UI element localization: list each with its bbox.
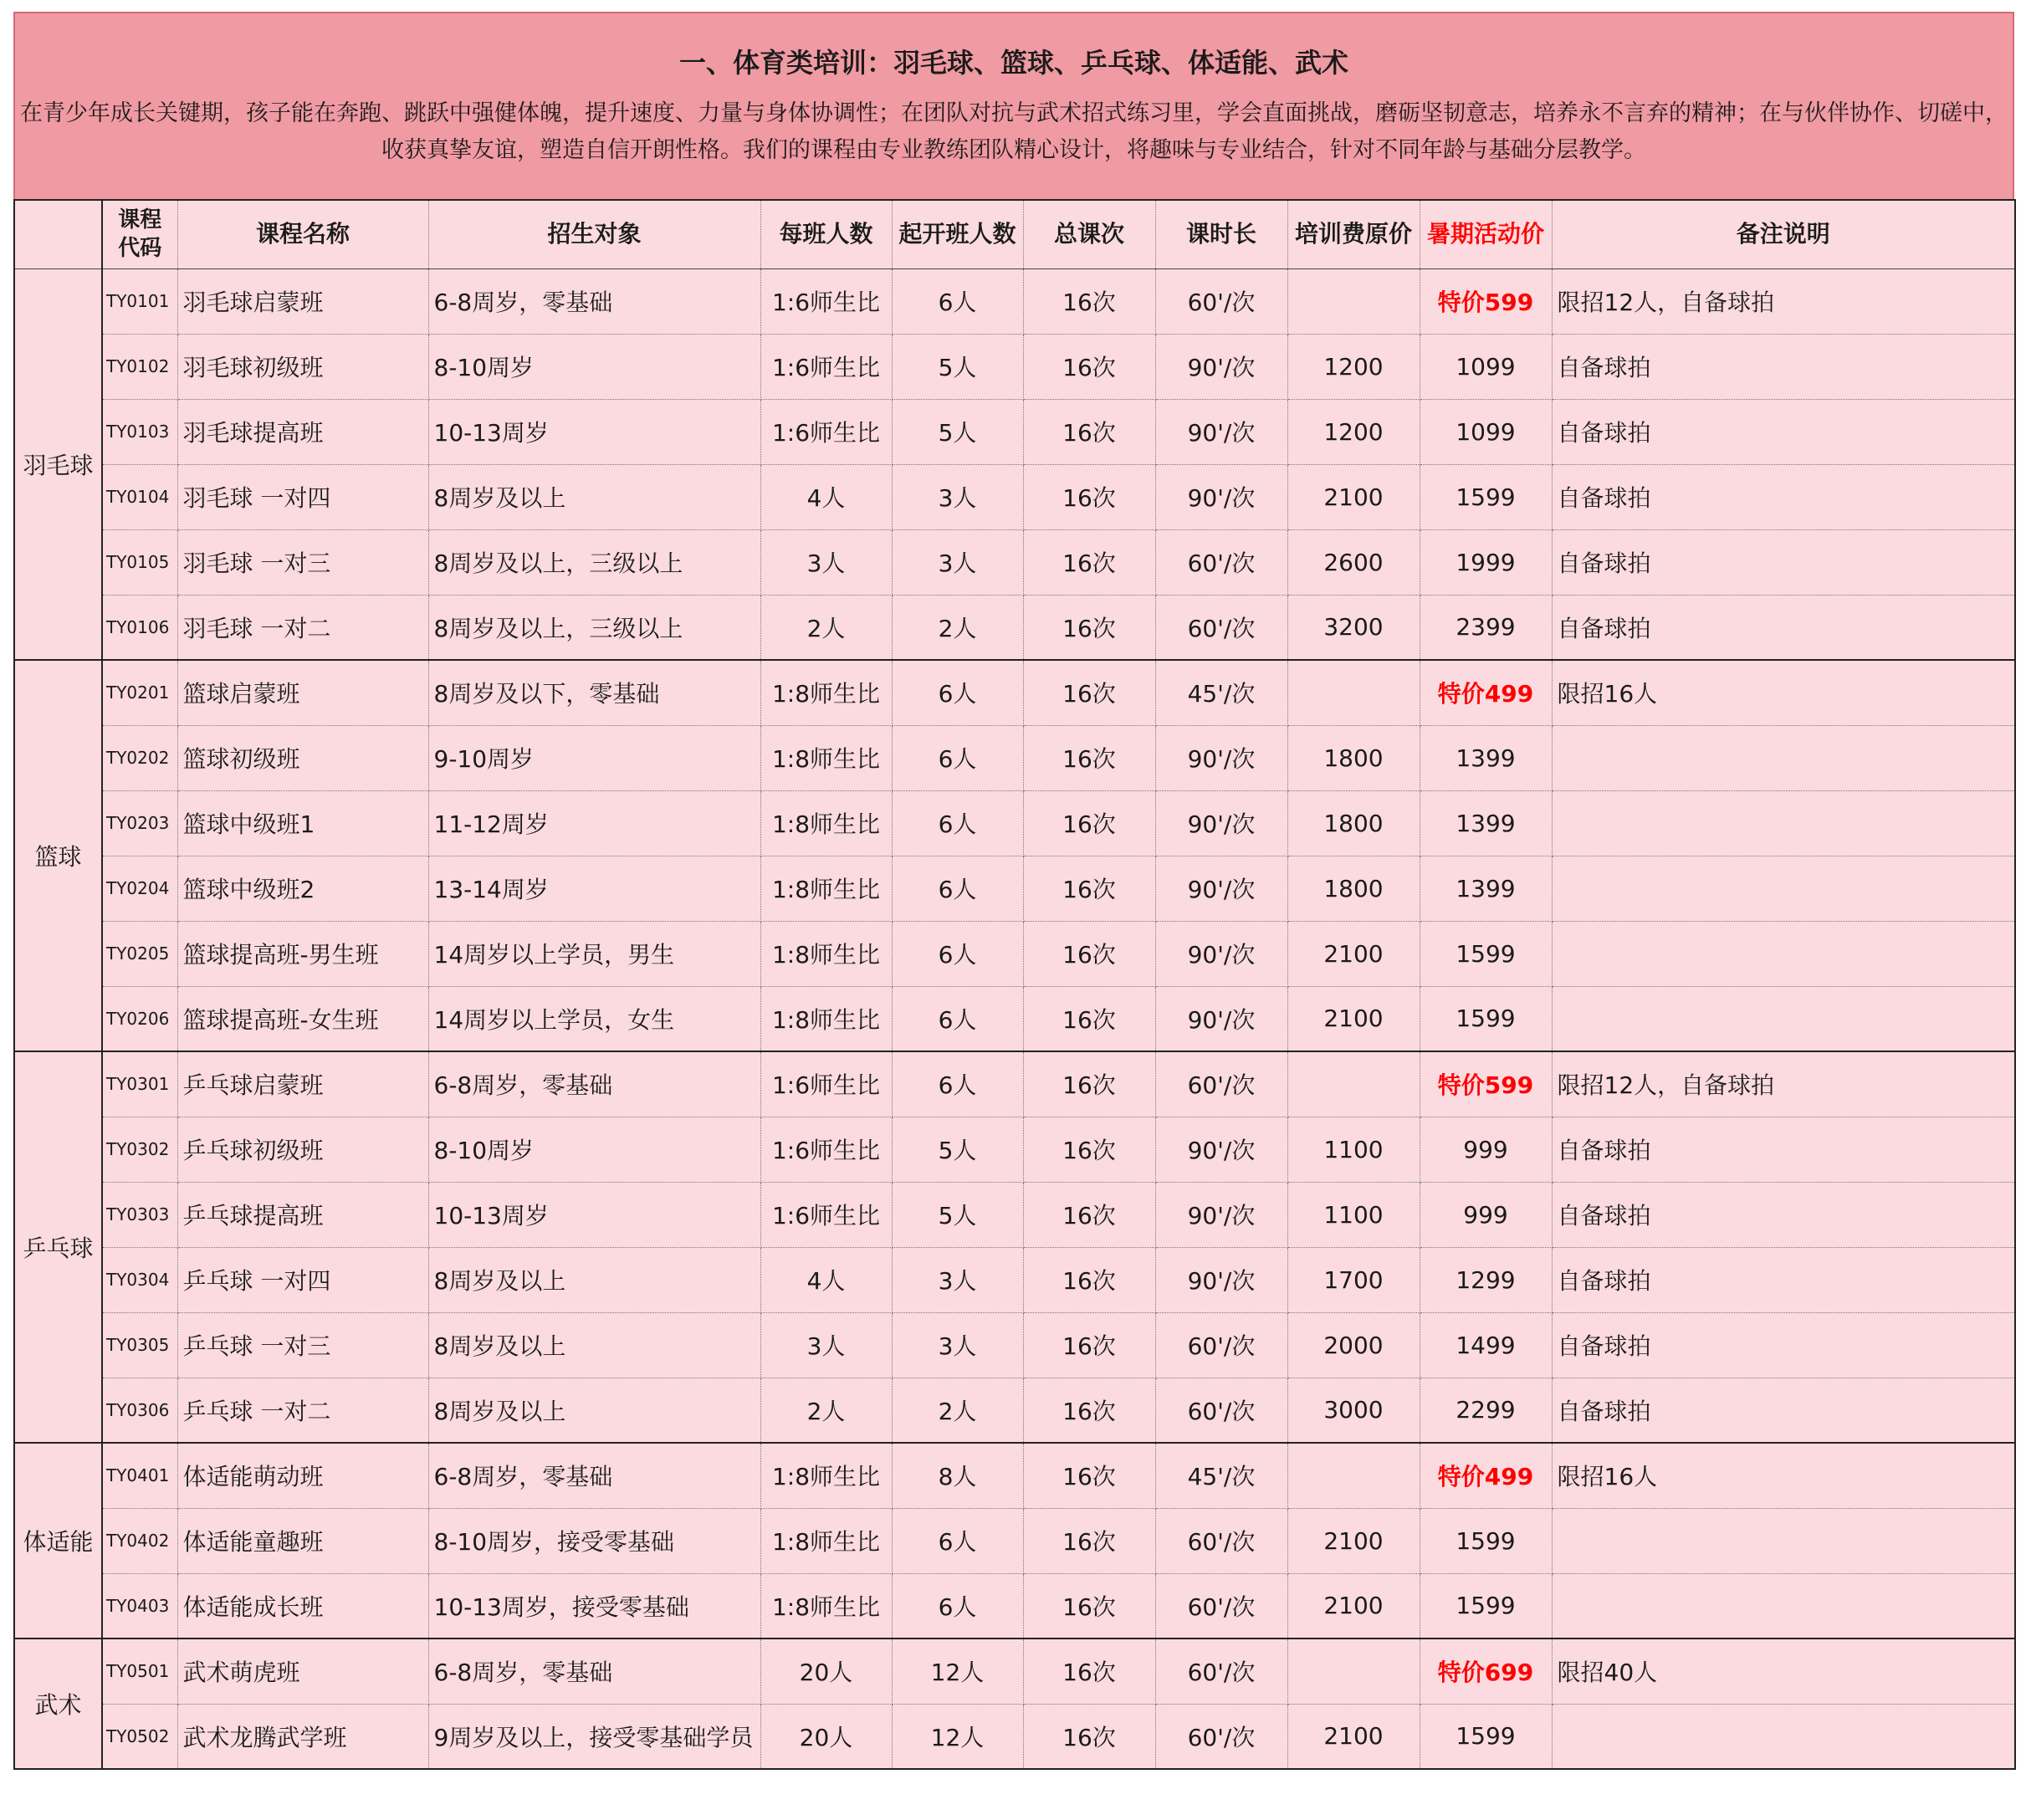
cell-promo-price: 1399: [1420, 790, 1552, 856]
cell-duration: 90'/次: [1155, 986, 1287, 1051]
cell-notes: [1552, 1573, 2015, 1639]
cell-notes: 自备球拍: [1552, 399, 2015, 464]
col-header-duration: 课时长: [1155, 200, 1287, 268]
cell-code: TY0502: [102, 1704, 177, 1769]
cell-orig-price: 2100: [1287, 1508, 1420, 1573]
cell-duration: 60'/次: [1155, 1051, 1287, 1117]
cell-class-size: 1:8师生比: [760, 660, 892, 725]
cell-duration: 60'/次: [1155, 1378, 1287, 1443]
cell-min-start: 6人: [892, 1051, 1023, 1117]
cell-target: 8周岁及以上，三级以上: [428, 529, 760, 595]
cell-notes: 自备球拍: [1552, 1378, 2015, 1443]
cell-duration: 60'/次: [1155, 1639, 1287, 1704]
cell-code: TY0102: [102, 334, 177, 399]
category-header: [14, 200, 102, 268]
cell-class-size: 1:6师生比: [760, 1182, 892, 1247]
cell-code: TY0203: [102, 790, 177, 856]
cell-class-size: 4人: [760, 1247, 892, 1312]
cell-lessons: 16次: [1023, 921, 1155, 986]
cell-target: 6-8周岁，零基础: [428, 1443, 760, 1508]
cell-target: 10-13周岁: [428, 399, 760, 464]
cell-duration: 60'/次: [1155, 268, 1287, 334]
cell-code: TY0402: [102, 1508, 177, 1573]
cell-class-size: 3人: [760, 1312, 892, 1378]
cell-name: 篮球启蒙班: [177, 660, 428, 725]
cell-orig-price: 2100: [1287, 921, 1420, 986]
cell-orig-price: [1287, 268, 1420, 334]
cell-class-size: 1:8师生比: [760, 790, 892, 856]
cell-promo-price: 1599: [1420, 1508, 1552, 1573]
cell-orig-price: [1287, 660, 1420, 725]
cell-notes: [1552, 856, 2015, 921]
cell-promo-price: 999: [1420, 1182, 1552, 1247]
cell-promo-price: 特价599: [1420, 1051, 1552, 1117]
cell-code: TY0304: [102, 1247, 177, 1312]
cell-name: 羽毛球提高班: [177, 399, 428, 464]
cell-notes: [1552, 921, 2015, 986]
cell-duration: 60'/次: [1155, 1508, 1287, 1573]
cell-code: TY0205: [102, 921, 177, 986]
cell-code: TY0104: [102, 464, 177, 529]
col-header-class-size: 每班人数: [760, 200, 892, 268]
cell-promo-price: 1599: [1420, 1573, 1552, 1639]
cell-target: 8周岁及以上，三级以上: [428, 595, 760, 660]
cell-code: TY0301: [102, 1051, 177, 1117]
cell-target: 8-10周岁，接受零基础: [428, 1508, 760, 1573]
table-row: [14, 790, 2015, 856]
cell-duration: 60'/次: [1155, 1312, 1287, 1378]
cell-code: TY0202: [102, 725, 177, 790]
table-row: [14, 595, 2015, 660]
col-header-name: 课程名称: [177, 200, 428, 268]
cell-orig-price: 2100: [1287, 464, 1420, 529]
cell-promo-price: 999: [1420, 1117, 1552, 1182]
cell-notes: [1552, 1508, 2015, 1573]
cell-notes: 自备球拍: [1552, 529, 2015, 595]
table-row: [14, 1247, 2015, 1312]
cell-target: 13-14周岁: [428, 856, 760, 921]
cell-promo-price: 1399: [1420, 856, 1552, 921]
cell-duration: 60'/次: [1155, 595, 1287, 660]
table-row: [14, 725, 2015, 790]
cell-notes: 自备球拍: [1552, 1182, 2015, 1247]
course-table: [13, 199, 2016, 1770]
cell-orig-price: [1287, 1443, 1420, 1508]
cell-min-start: 6人: [892, 921, 1023, 986]
cell-target: 9-10周岁: [428, 725, 760, 790]
cell-promo-price: 1399: [1420, 725, 1552, 790]
cell-class-size: 2人: [760, 1378, 892, 1443]
cell-lessons: 16次: [1023, 334, 1155, 399]
cell-name: 武术龙腾武学班: [177, 1704, 428, 1769]
cell-target: 10-13周岁，接受零基础: [428, 1573, 760, 1639]
cell-duration: 90'/次: [1155, 1117, 1287, 1182]
cell-notes: [1552, 986, 2015, 1051]
cell-min-start: 6人: [892, 790, 1023, 856]
cell-duration: 90'/次: [1155, 1182, 1287, 1247]
col-header-min-start: 起开班人数: [892, 200, 1023, 268]
cell-name: 乒乓球 一对三: [177, 1312, 428, 1378]
price-sheet: [13, 12, 2014, 1770]
cell-promo-price: 特价599: [1420, 268, 1552, 334]
cell-duration: 90'/次: [1155, 334, 1287, 399]
cell-min-start: 6人: [892, 1508, 1023, 1573]
cell-lessons: 16次: [1023, 1508, 1155, 1573]
category-cell: 篮球: [14, 660, 102, 1051]
cell-target: 6-8周岁，零基础: [428, 268, 760, 334]
cell-name: 乒乓球初级班: [177, 1117, 428, 1182]
cell-name: 体适能成长班: [177, 1573, 428, 1639]
cell-lessons: 16次: [1023, 725, 1155, 790]
cell-name: 武术萌虎班: [177, 1639, 428, 1704]
category-cell: 羽毛球: [14, 268, 102, 660]
cell-min-start: 3人: [892, 464, 1023, 529]
table-row: [14, 464, 2015, 529]
cell-code: TY0105: [102, 529, 177, 595]
cell-code: TY0401: [102, 1443, 177, 1508]
table-row: [14, 986, 2015, 1051]
cell-target: 6-8周岁，零基础: [428, 1051, 760, 1117]
cell-promo-price: 1299: [1420, 1247, 1552, 1312]
cell-code: TY0103: [102, 399, 177, 464]
table-row: [14, 921, 2015, 986]
cell-min-start: 6人: [892, 725, 1023, 790]
cell-duration: 45'/次: [1155, 660, 1287, 725]
cell-class-size: 1:8师生比: [760, 1508, 892, 1573]
cell-lessons: 16次: [1023, 1182, 1155, 1247]
cell-class-size: 1:6师生比: [760, 399, 892, 464]
cell-lessons: 16次: [1023, 529, 1155, 595]
cell-orig-price: [1287, 1051, 1420, 1117]
cell-duration: 45'/次: [1155, 1443, 1287, 1508]
cell-class-size: 1:8师生比: [760, 986, 892, 1051]
cell-name: 篮球中级班1: [177, 790, 428, 856]
table-body: [14, 268, 2015, 1769]
table-row: [14, 1051, 2015, 1117]
col-header-code: 课程代码: [102, 200, 177, 268]
cell-name: 乒乓球 一对四: [177, 1247, 428, 1312]
cell-class-size: 1:6师生比: [760, 268, 892, 334]
cell-name: 乒乓球 一对二: [177, 1378, 428, 1443]
table-row: [14, 334, 2015, 399]
cell-duration: 90'/次: [1155, 790, 1287, 856]
table-row: [14, 1704, 2015, 1769]
cell-code: TY0101: [102, 268, 177, 334]
cell-promo-price: 特价499: [1420, 1443, 1552, 1508]
table-row: [14, 268, 2015, 334]
cell-name: 羽毛球 一对四: [177, 464, 428, 529]
cell-min-start: 6人: [892, 660, 1023, 725]
cell-lessons: 16次: [1023, 464, 1155, 529]
cell-duration: 90'/次: [1155, 725, 1287, 790]
cell-target: 14周岁以上学员，男生: [428, 921, 760, 986]
col-header-target: 招生对象: [428, 200, 760, 268]
cell-orig-price: 3000: [1287, 1378, 1420, 1443]
cell-target: 8周岁及以上: [428, 1378, 760, 1443]
cell-promo-price: 1099: [1420, 334, 1552, 399]
cell-lessons: 16次: [1023, 1051, 1155, 1117]
cell-notes: 自备球拍: [1552, 1117, 2015, 1182]
cell-promo-price: 特价499: [1420, 660, 1552, 725]
cell-name: 篮球中级班2: [177, 856, 428, 921]
cell-code: TY0306: [102, 1378, 177, 1443]
cell-notes: 限招12人，自备球拍: [1552, 268, 2015, 334]
col-header-notes: 备注说明: [1552, 200, 2015, 268]
cell-lessons: 16次: [1023, 1573, 1155, 1639]
cell-promo-price: 2299: [1420, 1378, 1552, 1443]
cell-orig-price: 3200: [1287, 595, 1420, 660]
cell-class-size: 1:8师生比: [760, 1573, 892, 1639]
cell-orig-price: 1700: [1287, 1247, 1420, 1312]
intro-paragraph: 在青少年成长关键期，孩子能在奔跑、跳跃中强健体魄，提升速度、力量与身体协调性；在团队对抗与武术招式练习里，学会直面挑战，磨砺坚韧意志，培养永不言弃的精神；在与伙伴协作、切磋中，收获真挚友谊，塑造自信开朗性格。我们的课程由专业教练团队精心设计，将趣味与专业结合，针对不同年龄与基础分层教学。: [20, 100, 2008, 163]
cell-class-size: 1:6师生比: [760, 334, 892, 399]
cell-lessons: 16次: [1023, 1247, 1155, 1312]
cell-class-size: 4人: [760, 464, 892, 529]
cell-orig-price: 1800: [1287, 725, 1420, 790]
cell-promo-price: 1599: [1420, 1704, 1552, 1769]
cell-promo-price: 1499: [1420, 1312, 1552, 1378]
table-row: [14, 399, 2015, 464]
cell-code: TY0201: [102, 660, 177, 725]
cell-duration: 90'/次: [1155, 399, 1287, 464]
cell-min-start: 6人: [892, 986, 1023, 1051]
cell-lessons: 16次: [1023, 1704, 1155, 1769]
cell-orig-price: 1100: [1287, 1117, 1420, 1182]
cell-code: TY0106: [102, 595, 177, 660]
table-row: [14, 1378, 2015, 1443]
cell-notes: 限招40人: [1552, 1639, 2015, 1704]
category-cell: 乒乓球: [14, 1051, 102, 1443]
cell-class-size: 1:8师生比: [760, 856, 892, 921]
cell-code: TY0204: [102, 856, 177, 921]
cell-lessons: 16次: [1023, 790, 1155, 856]
cell-duration: 90'/次: [1155, 464, 1287, 529]
cell-notes: [1552, 1704, 2015, 1769]
cell-orig-price: 1100: [1287, 1182, 1420, 1247]
cell-duration: 90'/次: [1155, 921, 1287, 986]
cell-orig-price: 2100: [1287, 1573, 1420, 1639]
cell-promo-price: 1599: [1420, 464, 1552, 529]
cell-class-size: 3人: [760, 529, 892, 595]
cell-target: 8-10周岁: [428, 1117, 760, 1182]
col-header-lessons: 总课次: [1023, 200, 1155, 268]
cell-notes: 自备球拍: [1552, 595, 2015, 660]
cell-notes: [1552, 790, 2015, 856]
category-cell: 武术: [14, 1639, 102, 1769]
cell-orig-price: 1200: [1287, 399, 1420, 464]
table-row: [14, 856, 2015, 921]
cell-lessons: 16次: [1023, 399, 1155, 464]
cell-min-start: 5人: [892, 334, 1023, 399]
cell-min-start: 6人: [892, 856, 1023, 921]
cell-duration: 60'/次: [1155, 1704, 1287, 1769]
cell-min-start: 8人: [892, 1443, 1023, 1508]
cell-notes: 限招12人，自备球拍: [1552, 1051, 2015, 1117]
table-row: [14, 1312, 2015, 1378]
cell-promo-price: 1599: [1420, 921, 1552, 986]
cell-duration: 60'/次: [1155, 1573, 1287, 1639]
cell-min-start: 5人: [892, 1117, 1023, 1182]
cell-min-start: 3人: [892, 1312, 1023, 1378]
cell-lessons: 16次: [1023, 1639, 1155, 1704]
cell-class-size: 20人: [760, 1639, 892, 1704]
cell-lessons: 16次: [1023, 1312, 1155, 1378]
cell-lessons: 16次: [1023, 1378, 1155, 1443]
cell-orig-price: 1200: [1287, 334, 1420, 399]
col-header-promo-price: 暑期活动价: [1420, 200, 1552, 268]
cell-class-size: 2人: [760, 595, 892, 660]
cell-code: TY0302: [102, 1117, 177, 1182]
page-title: 一、体育类培训：羽毛球、篮球、乒乓球、体适能、武术: [678, 47, 1348, 79]
cell-target: 9周岁及以上，接受零基础学员: [428, 1704, 760, 1769]
cell-orig-price: 2000: [1287, 1312, 1420, 1378]
cell-notes: 自备球拍: [1552, 1312, 2015, 1378]
cell-target: 10-13周岁: [428, 1182, 760, 1247]
cell-notes: 自备球拍: [1552, 334, 2015, 399]
table-row: [14, 1508, 2015, 1573]
table-row: [14, 1117, 2015, 1182]
cell-target: 8周岁及以上: [428, 1247, 760, 1312]
cell-notes: 限招16人: [1552, 1443, 2015, 1508]
cell-min-start: 5人: [892, 1182, 1023, 1247]
cell-lessons: 16次: [1023, 856, 1155, 921]
cell-min-start: 12人: [892, 1639, 1023, 1704]
cell-lessons: 16次: [1023, 986, 1155, 1051]
cell-min-start: 5人: [892, 399, 1023, 464]
cell-notes: 自备球拍: [1552, 464, 2015, 529]
cell-min-start: 6人: [892, 268, 1023, 334]
cell-lessons: 16次: [1023, 660, 1155, 725]
cell-promo-price: 1999: [1420, 529, 1552, 595]
cell-lessons: 16次: [1023, 1443, 1155, 1508]
cell-orig-price: 1800: [1287, 856, 1420, 921]
cell-code: TY0305: [102, 1312, 177, 1378]
cell-orig-price: 1800: [1287, 790, 1420, 856]
cell-class-size: 1:8师生比: [760, 725, 892, 790]
sheet-header: [13, 12, 2014, 199]
cell-duration: 60'/次: [1155, 529, 1287, 595]
cell-name: 篮球提高班-男生班: [177, 921, 428, 986]
table-row: [14, 660, 2015, 725]
cell-target: 14周岁以上学员，女生: [428, 986, 760, 1051]
cell-orig-price: 2100: [1287, 986, 1420, 1051]
cell-duration: 90'/次: [1155, 1247, 1287, 1312]
cell-notes: [1552, 725, 2015, 790]
table-header-row: [14, 200, 2015, 268]
cell-orig-price: [1287, 1639, 1420, 1704]
cell-name: 体适能萌动班: [177, 1443, 428, 1508]
cell-name: 羽毛球启蒙班: [177, 268, 428, 334]
cell-promo-price: 特价699: [1420, 1639, 1552, 1704]
table-row: [14, 1639, 2015, 1704]
table-row: [14, 1443, 2015, 1508]
cell-target: 8-10周岁: [428, 334, 760, 399]
cell-promo-price: 1599: [1420, 986, 1552, 1051]
cell-name: 乒乓球提高班: [177, 1182, 428, 1247]
cell-lessons: 16次: [1023, 595, 1155, 660]
cell-class-size: 20人: [760, 1704, 892, 1769]
cell-code: TY0206: [102, 986, 177, 1051]
cell-min-start: 2人: [892, 595, 1023, 660]
cell-lessons: 16次: [1023, 1117, 1155, 1182]
cell-min-start: 3人: [892, 529, 1023, 595]
category-cell: 体适能: [14, 1443, 102, 1639]
cell-target: 6-8周岁，零基础: [428, 1639, 760, 1704]
cell-min-start: 2人: [892, 1378, 1023, 1443]
cell-class-size: 1:6师生比: [760, 1117, 892, 1182]
cell-orig-price: 2600: [1287, 529, 1420, 595]
cell-name: 乒乓球启蒙班: [177, 1051, 428, 1117]
cell-code: TY0303: [102, 1182, 177, 1247]
cell-duration: 90'/次: [1155, 856, 1287, 921]
table-row: [14, 1573, 2015, 1639]
cell-promo-price: 2399: [1420, 595, 1552, 660]
cell-class-size: 1:8师生比: [760, 921, 892, 986]
table-row: [14, 1182, 2015, 1247]
col-header-orig-price: 培训费原价: [1287, 200, 1420, 268]
cell-min-start: 12人: [892, 1704, 1023, 1769]
table-row: [14, 529, 2015, 595]
cell-min-start: 6人: [892, 1573, 1023, 1639]
cell-name: 羽毛球 一对三: [177, 529, 428, 595]
cell-target: 11-12周岁: [428, 790, 760, 856]
cell-name: 羽毛球初级班: [177, 334, 428, 399]
cell-target: 8周岁及以上: [428, 1312, 760, 1378]
cell-name: 羽毛球 一对二: [177, 595, 428, 660]
cell-code: TY0501: [102, 1639, 177, 1704]
cell-notes: 自备球拍: [1552, 1247, 2015, 1312]
cell-lessons: 16次: [1023, 268, 1155, 334]
cell-target: 8周岁及以下，零基础: [428, 660, 760, 725]
cell-name: 篮球初级班: [177, 725, 428, 790]
cell-min-start: 3人: [892, 1247, 1023, 1312]
cell-class-size: 1:6师生比: [760, 1051, 892, 1117]
cell-name: 体适能童趣班: [177, 1508, 428, 1573]
cell-orig-price: 2100: [1287, 1704, 1420, 1769]
cell-code: TY0403: [102, 1573, 177, 1639]
cell-promo-price: 1099: [1420, 399, 1552, 464]
cell-name: 篮球提高班-女生班: [177, 986, 428, 1051]
cell-notes: 限招16人: [1552, 660, 2015, 725]
cell-class-size: 1:8师生比: [760, 1443, 892, 1508]
cell-target: 8周岁及以上: [428, 464, 760, 529]
